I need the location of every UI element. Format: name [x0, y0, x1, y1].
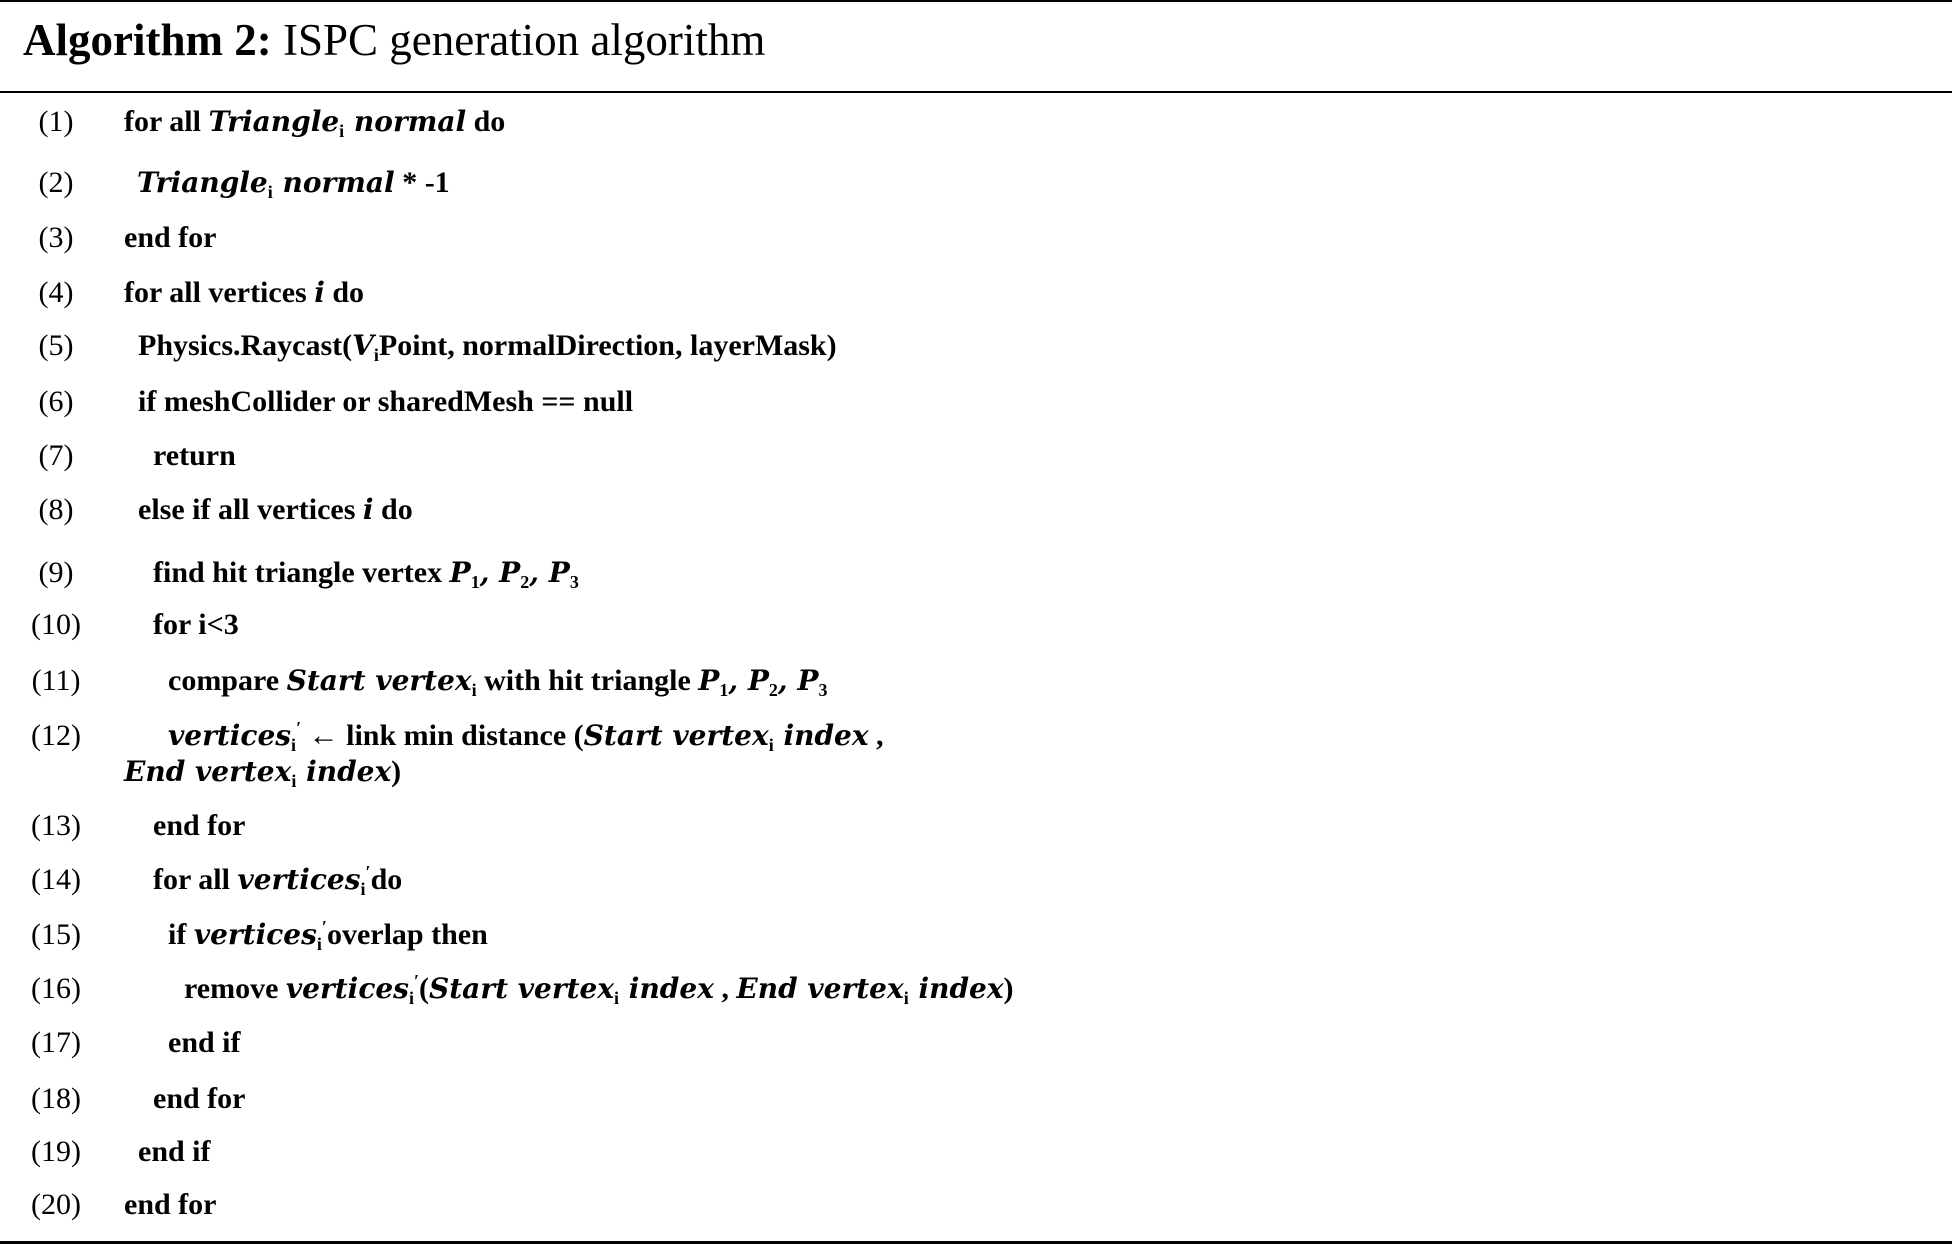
line-code: for all Triangle$_i$ normal do [124, 105, 506, 141]
algorithm-name: ISPC generation algorithm [282, 15, 766, 65]
line-number: (6) [38, 385, 74, 418]
line-number: (10) [31, 608, 81, 641]
line-number: (11) [31, 664, 81, 697]
line-code: end for [124, 1188, 217, 1221]
line-number: (13) [31, 809, 81, 842]
line-number: (17) [31, 1026, 81, 1059]
line-number: (14) [31, 863, 81, 896]
line-code: for i<3 [153, 608, 239, 641]
line-code: end for [153, 1082, 246, 1115]
line-code: find hit triangle vertex $P_1$, $P_2$, $P_3$ [153, 556, 579, 592]
line-code: for all vertices$_i$′do [153, 862, 403, 899]
line-number: (1) [38, 105, 74, 138]
line-code: for all vertices i do [124, 276, 365, 309]
line-code: Triangle$_i$ normal * -1 [137, 166, 450, 202]
top-rule [0, 0, 1952, 2]
line-number: (18) [31, 1082, 81, 1115]
line-code-continuation: End vertex$_i$ index) [124, 755, 402, 791]
line-number: (8) [38, 493, 74, 526]
line-code: compare Start vertex$_i$ with hit triangle $P_1$, $P_2$, $P_3$ [168, 664, 828, 700]
line-number: (4) [38, 276, 74, 309]
line-code: end if [168, 1026, 241, 1059]
line-code: vertices$_i$′ ← link min distance (Start vertex$_i$ index , [168, 718, 884, 755]
bottom-rule [0, 1241, 1952, 1244]
line-number: (16) [31, 972, 81, 1005]
algorithm-label: Algorithm 2: [23, 15, 272, 65]
line-code: return [153, 439, 236, 472]
line-number: (9) [38, 556, 74, 589]
line-number: (19) [31, 1135, 81, 1168]
line-code: else if all vertices i do [138, 493, 413, 526]
algorithm-title [23, 12, 765, 68]
line-code: end for [124, 221, 217, 254]
line-number: (2) [38, 166, 74, 199]
line-code: remove vertices$_i$′(Start vertex$_i$ index , End vertex$_i$ index) [184, 971, 1014, 1008]
line-code: $Physics.Raycast(V_iPoint$, normalDirection, layerMask) [138, 329, 837, 365]
line-code: end for [153, 809, 246, 842]
line-number: (3) [38, 221, 74, 254]
line-code: if vertices$_i$′overlap then [168, 917, 488, 954]
line-number: (7) [38, 439, 74, 472]
line-number: (5) [38, 329, 74, 362]
header-rule [0, 91, 1952, 93]
line-number: (12) [31, 719, 81, 752]
line-number: (20) [31, 1188, 81, 1221]
line-code: end if [138, 1135, 211, 1168]
line-number: (15) [31, 918, 81, 951]
line-code: if meshCollider or sharedMesh == null [138, 385, 634, 418]
